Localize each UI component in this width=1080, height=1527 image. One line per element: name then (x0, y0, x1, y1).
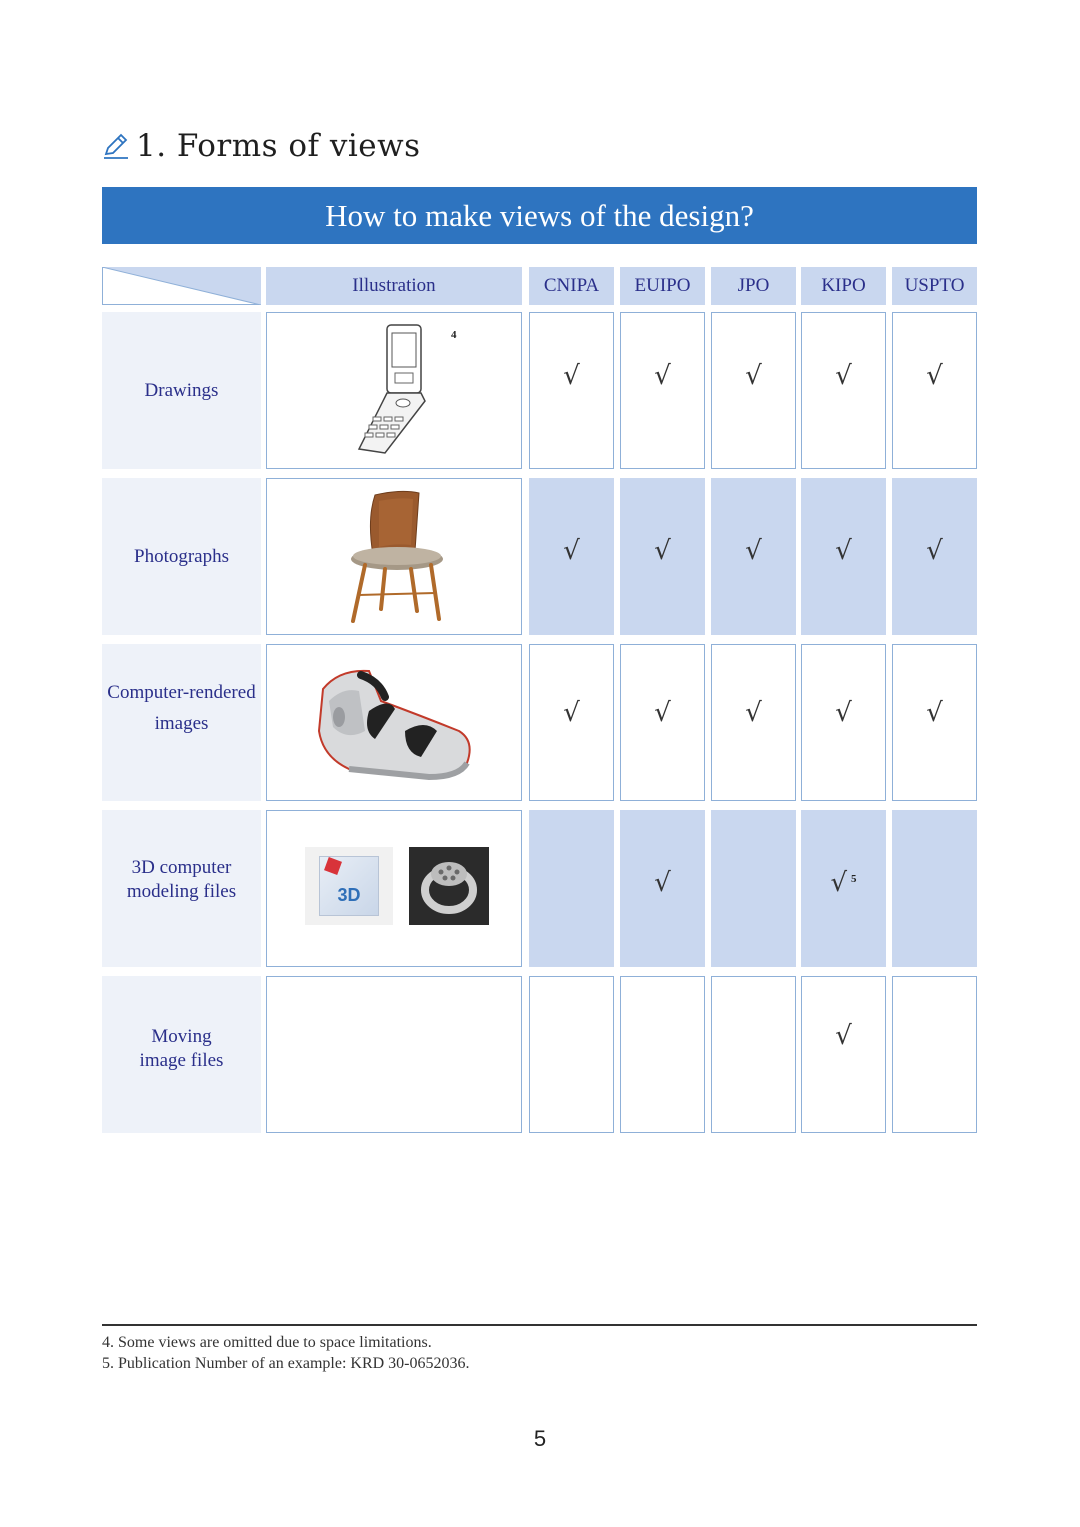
cell-drawings-uspto (892, 312, 977, 469)
footnote-marker-5: 5 (851, 872, 857, 885)
cell-moving-image-euipo (620, 976, 705, 1133)
cell-moving-image-jpo (711, 976, 796, 1133)
cell-moving-image-kipo (801, 976, 886, 1133)
section-title (102, 124, 421, 168)
footnote-4: 4. Some views are omitted due to space limitations. (102, 1334, 432, 1351)
header-kipo: KIPO (801, 267, 886, 305)
row-label-3d-modeling: 3D computer modeling files (102, 810, 261, 967)
pencil-icon (102, 132, 130, 160)
cell-3d-modeling-kipo (801, 810, 886, 967)
row-label-drawings: Drawings (102, 312, 261, 469)
cell-3d-modeling-jpo (711, 810, 796, 967)
cell-photographs-euipo (620, 478, 705, 635)
header-euipo: EUIPO (620, 267, 705, 305)
cell-computer-rendered-cnipa (529, 644, 614, 801)
illustration-drawings (266, 312, 522, 469)
check-mark: √ (654, 360, 671, 391)
header-cnipa: CNIPA (529, 267, 614, 305)
cell-computer-rendered-uspto (892, 644, 977, 801)
row-label-photographs: Photographs (102, 478, 261, 635)
check-mark: √ (745, 535, 762, 566)
illustration-photographs (266, 478, 522, 635)
orthopedic-boot-render (309, 661, 479, 785)
check-mark: √ (926, 697, 943, 728)
cell-photographs-uspto (892, 478, 977, 635)
cell-photographs-jpo (711, 478, 796, 635)
check-mark: √ (835, 1020, 852, 1051)
check-mark: √ (835, 360, 852, 391)
footnote-marker-4: 4 (451, 329, 457, 341)
cell-photographs-cnipa (529, 478, 614, 635)
diagonal-corner-graphic (102, 267, 261, 305)
footnote-5: 5. Publication Number of an example: KRD 30-0652036. (102, 1355, 470, 1372)
3d-icon-label: 3D (337, 884, 361, 905)
cell-drawings-kipo (801, 312, 886, 469)
flip-phone-drawing (349, 321, 439, 461)
check-mark: √ (563, 360, 580, 391)
check-mark: √ (926, 360, 943, 391)
ring-model-image (409, 847, 489, 925)
cell-photographs-kipo (801, 478, 886, 635)
cell-drawings-jpo (711, 312, 796, 469)
cell-drawings-cnipa (529, 312, 614, 469)
check-mark: √ (745, 360, 762, 391)
3d-file-icon (305, 847, 393, 925)
illustration-3d-modeling (266, 810, 522, 967)
footnote-divider (102, 1324, 977, 1326)
illustration-computer-rendered (266, 644, 522, 801)
cell-computer-rendered-kipo (801, 644, 886, 801)
cell-moving-image-uspto (892, 976, 977, 1133)
banner (102, 187, 977, 244)
check-mark: √ (835, 535, 852, 566)
row-label-moving-image: Moving image files (102, 976, 261, 1133)
ring-icon (417, 856, 481, 916)
check-mark: √ (835, 697, 852, 728)
cell-drawings-euipo (620, 312, 705, 469)
cell-computer-rendered-euipo (620, 644, 705, 801)
illustration-moving-image (266, 976, 522, 1133)
chair-photo (339, 489, 449, 625)
header-jpo: JPO (711, 267, 796, 305)
page-number: 5 (533, 1426, 547, 1451)
header-uspto: USPTO (892, 267, 977, 305)
cell-moving-image-cnipa (529, 976, 614, 1133)
check-mark: √ (654, 867, 671, 898)
check-mark: √ (563, 535, 580, 566)
section-title-text: 1. Forms of views (136, 128, 421, 164)
cell-computer-rendered-jpo (711, 644, 796, 801)
header-corner (102, 267, 261, 305)
check-mark: √ (830, 867, 848, 898)
cell-3d-modeling-euipo (620, 810, 705, 967)
check-mark: √ (654, 697, 671, 728)
check-mark: √ (745, 697, 762, 728)
check-mark: √ (926, 535, 943, 566)
cell-3d-modeling-cnipa (529, 810, 614, 967)
banner-title: How to make views of the design? (325, 197, 754, 233)
check-mark: √ (563, 697, 580, 728)
cell-3d-modeling-uspto (892, 810, 977, 967)
row-label-computer-rendered: Computer-rendered images (102, 644, 261, 801)
header-illustration: Illustration (266, 267, 522, 305)
check-mark: √ (654, 535, 671, 566)
